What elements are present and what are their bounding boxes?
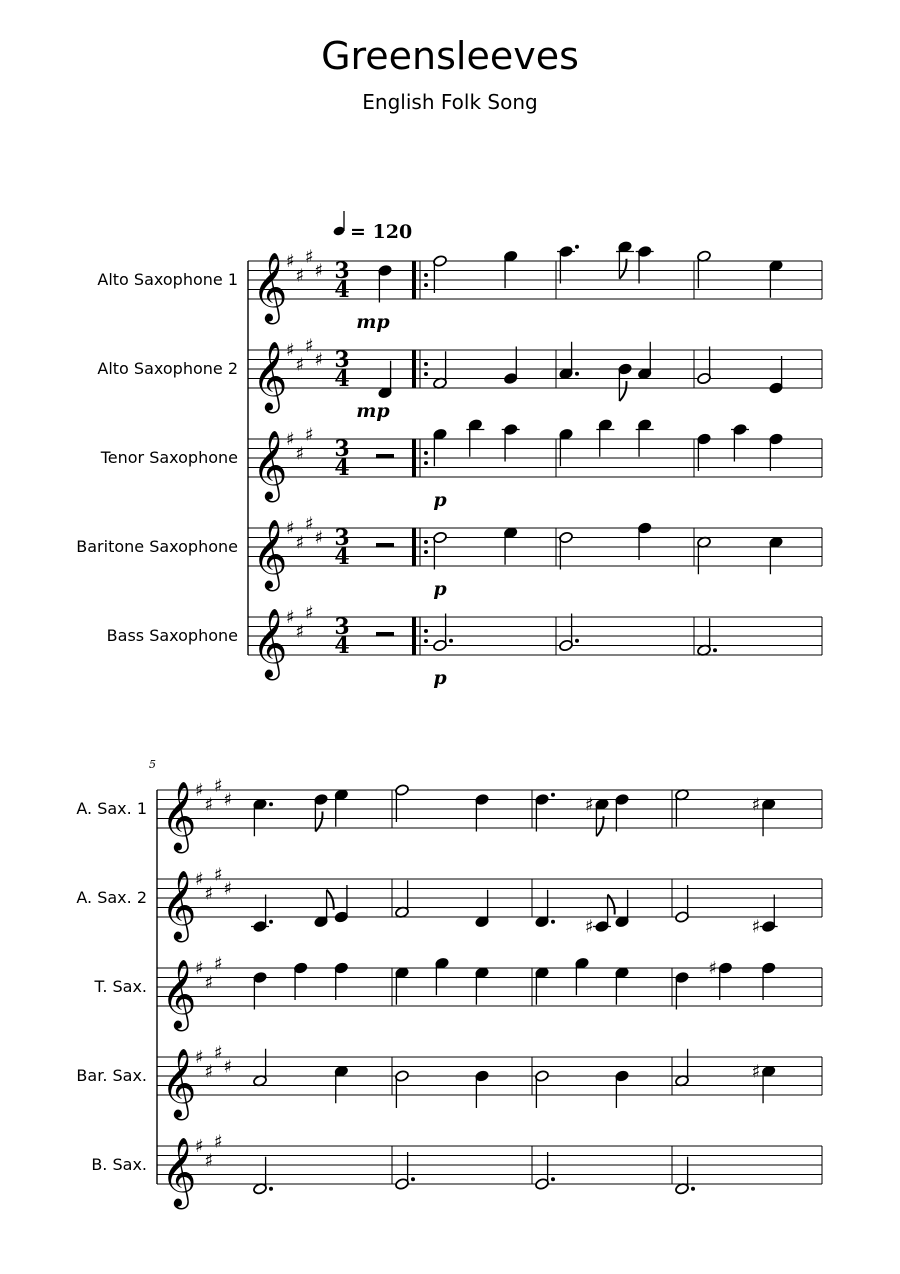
key-sharp: ♯ [195,1136,204,1157]
score-title: Greensleeves [321,34,579,78]
time-sig-bottom: 4 [334,633,350,659]
staff-2 [97,335,822,422]
staff-5 [91,1131,822,1209]
eighth-flag [619,259,626,279]
time-sig-top: 3 [334,436,350,462]
key-sharp: ♯ [314,527,324,549]
key-sharp: ♯ [305,335,314,357]
time-sig-bottom: 4 [334,455,350,481]
dynamic-marking: mp [356,311,390,333]
treble-clef: 𝄞 [161,870,197,940]
whole-rest [376,543,394,548]
key-sharp: ♯ [223,1056,233,1078]
dynamic-marking: p [433,667,447,689]
time-sig-bottom: 4 [334,366,350,392]
eighth-flag [619,381,626,401]
time-sig-top: 3 [334,525,350,551]
key-sharp: ♯ [204,972,214,994]
accidental: ♯ [585,916,594,938]
key-sharp: ♯ [214,953,223,975]
key-sharp: ♯ [195,869,204,890]
augmentation-dot [269,1187,273,1191]
staff-1 [97,246,822,333]
treble-clef: 𝄞 [161,1048,197,1118]
instrument-label: Alto Saxophone 1 [97,270,238,289]
dynamic-marking: mp [356,400,390,422]
key-sharp: ♯ [314,349,324,371]
whole-rest [376,454,394,459]
treble-clef: 𝄞 [252,252,288,322]
key-sharp: ♯ [295,443,305,465]
augmentation-dot [449,639,453,643]
time-sig-top: 3 [334,347,350,373]
key-sharp: ♯ [214,775,223,797]
key-sharp: ♯ [223,878,233,900]
key-sharp: ♯ [286,340,295,361]
dynamic-marking: p [433,578,447,600]
repeat-dot [424,540,428,544]
instrument-label: Alto Saxophone 2 [97,359,238,378]
accidental: ♯ [751,794,761,816]
key-sharp: ♯ [286,518,295,539]
key-sharp: ♯ [295,621,305,643]
key-sharp: ♯ [195,1047,204,1068]
augmentation-dot [691,1187,695,1191]
staff-2 [76,864,822,942]
augmentation-dot [411,1177,415,1181]
instrument-label: T. Sax. [94,977,147,996]
time-sig-top: 3 [334,614,350,640]
augmentation-dot [269,802,273,806]
score-subtitle: English Folk Song [362,90,538,114]
repeat-dot [424,550,428,554]
augmentation-dot [551,793,555,797]
instrument-label: B. Sax. [91,1155,147,1174]
repeat-dot [424,629,428,633]
staff-3 [100,424,822,511]
eighth-flag [596,816,603,836]
augmentation-dot [551,1177,555,1181]
treble-clef: 𝄞 [161,1137,197,1207]
key-sharp: ♯ [286,607,295,628]
repeat-dot [424,639,428,643]
accidental: ♯ [585,794,594,816]
staff-4 [76,513,822,600]
instrument-label: Bar. Sax. [76,1066,147,1085]
key-sharp: ♯ [204,794,214,816]
staff-4 [76,1042,822,1120]
treble-clef: 𝄞 [252,430,288,500]
repeat-thick-bar [412,350,416,388]
measure-number: 5 [149,758,156,771]
accidental: ♯ [708,958,718,979]
key-sharp: ♯ [204,1150,214,1172]
repeat-dot [424,372,428,376]
repeat-dot [424,451,428,455]
augmentation-dot [713,648,717,652]
treble-clef: 𝄞 [252,341,288,411]
key-sharp: ♯ [214,1042,223,1064]
instrument-label: Bass Saxophone [106,626,238,645]
key-sharp: ♯ [223,789,233,811]
instrument-label: Baritone Saxophone [76,537,238,556]
eighth-flag [327,890,334,910]
instrument-label: Tenor Saxophone [100,448,238,467]
treble-clef: 𝄞 [161,959,197,1029]
treble-clef: 𝄞 [252,608,288,678]
accidental: ♯ [751,916,761,938]
accidental: ♯ [751,1061,761,1083]
augmentation-dot [269,920,273,924]
key-sharp: ♯ [286,429,295,450]
repeat-dot [424,273,428,277]
time-sig-top: 3 [334,258,350,284]
repeat-thick-bar [412,617,416,655]
key-sharp: ♯ [295,532,305,554]
key-sharp: ♯ [314,260,324,282]
instrument-label: A. Sax. 2 [76,888,147,907]
augmentation-dot [575,245,579,249]
dynamic-marking: p [433,489,447,511]
repeat-dot [424,283,428,287]
key-sharp: ♯ [305,424,314,446]
augmentation-dot [575,639,579,643]
key-sharp: ♯ [204,1061,214,1083]
key-sharp: ♯ [295,354,305,376]
key-sharp: ♯ [195,780,204,801]
key-sharp: ♯ [295,265,305,287]
treble-clef: 𝄞 [252,519,288,589]
staff-5 [107,602,822,689]
repeat-thick-bar [412,439,416,477]
key-sharp: ♯ [286,251,295,272]
treble-clef: 𝄞 [161,781,197,851]
time-sig-bottom: 4 [334,544,350,570]
staff-1 [76,775,822,853]
time-sig-bottom: 4 [334,277,350,303]
augmentation-dot [575,372,579,376]
key-sharp: ♯ [214,864,223,886]
key-sharp: ♯ [204,883,214,905]
key-sharp: ♯ [305,513,314,535]
repeat-thick-bar [412,528,416,566]
repeat-dot [424,461,428,465]
key-sharp: ♯ [305,246,314,268]
repeat-dot [424,362,428,366]
augmentation-dot [551,920,555,924]
key-sharp: ♯ [195,958,204,979]
tempo-marking: = 120 [350,221,413,243]
repeat-thick-bar [412,261,416,299]
whole-rest [376,632,394,637]
instrument-label: A. Sax. 1 [76,799,147,818]
key-sharp: ♯ [305,602,314,624]
key-sharp: ♯ [214,1131,223,1153]
